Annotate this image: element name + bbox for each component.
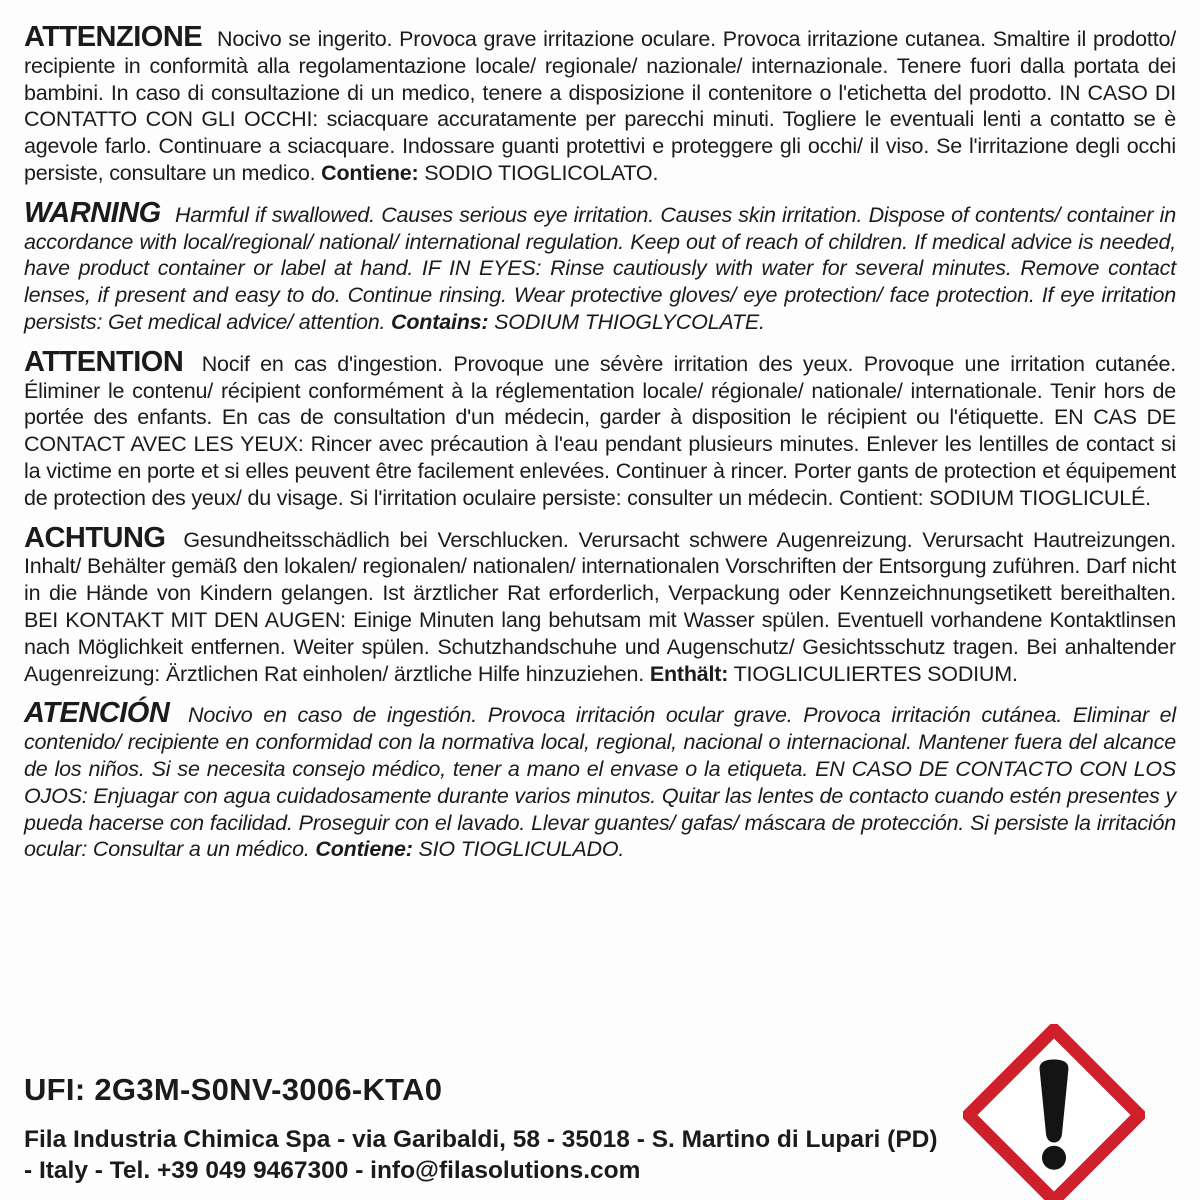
ufi-code: UFI: 2G3M-S0NV-3006-KTA0 xyxy=(24,1072,443,1107)
section-spanish xyxy=(24,697,1176,863)
contains-label-english: Contains: xyxy=(391,309,489,334)
section-heading-english: WARNING xyxy=(24,196,161,229)
section-body-german: Gesundheitsschädlich bei Verschlucken. Verursacht schwere Augenreizung. Verursacht Hautreizungen. Inhalt/ Behälter gemäß den lokalen/ regionalen/ nationalen/ internationalen Vorschriften der Entsorgung zuführen. Darf nicht in die Hände von Kindern gelangen. Ist ärztlicher Rat erforderlich, Verpackung oder Kennzeichnungsetikett bereithalten. BEI KONTAKT MIT DEN AUGEN: Einige Minuten lang behutsam mit Wasser spülen. Eventuell vorhandene Kontaktlinsen nach Möglichkeit entfernen. Weiter spülen. Schutzhandschuhe und Augenschutz/ Gesichtsschutz tragen. Bei anhaltender Augenreizung: Ärztlichen Rat einholen/ ärztliche Hilfe hinzuziehen. xyxy=(24,527,1176,686)
ghs-exclamation-mark-icon xyxy=(963,1024,1145,1200)
contains-label-spanish: Contiene: xyxy=(315,837,413,862)
section-english xyxy=(24,196,1176,336)
section-french xyxy=(24,345,1176,512)
manufacturer-address-line2: - Italy - Tel. +39 049 9467300 - info@filasolutions.com xyxy=(24,1157,641,1184)
section-body-english: Harmful if swallowed. Causes serious eye irritation. Causes skin irritation. Dispose of contents/ container in accordance with local/regional/ national/ international regulation. Keep out of reach of children. If medical advice is needed, have product container or label at hand. IF IN EYES: Rinse cautiously with water for several minutes. Remove contact lenses, if present and easy to do. Continue rinsing. Wear protective gloves/ eye protection/ face protection. If eye irritation persists: Get medical advice/ attention. xyxy=(24,202,1176,334)
contains-value-spanish: SIO TIOGLICULADO. xyxy=(418,837,625,862)
contains-value-french: SODIUM TIOGLICULÉ. xyxy=(929,485,1151,510)
section-heading-french: ATTENTION xyxy=(24,345,184,378)
manufacturer-address xyxy=(24,1124,1004,1186)
contains-label-italian: Contiene: xyxy=(321,160,419,185)
contains-label-french: Contient: xyxy=(839,485,924,510)
contains-value-german: TIOGLICULIERTES SODIUM. xyxy=(733,661,1018,686)
section-body-spanish: Nocivo en caso de ingestión. Provoca irritación ocular grave. Provoca irritación cutánea. Eliminar el contenido/ recipiente en conformidad con la normativa local, regional, nacional o internacional. Mantener fuera del alcance de los niños. Si se necesita consejo médico, tener a mano el envase o la etiqueta. EN CASO DE CONTACTO CON LOS OJOS: Enjuagar con agua cuidadosamente durante varios minutos. Quitar las lentes de contacto cuando estén presentes y pueda hacerse con facilidad. Proseguir con el lavado. Llevar guantes/ gafas/ máscara de protección. Si persiste la irritación ocular: Consultar a un médico. xyxy=(24,703,1176,862)
contains-value-english: SODIUM THIOGLYCOLATE. xyxy=(494,309,765,334)
contains-label-german: Enthält: xyxy=(649,661,729,686)
section-heading-italian: ATTENZIONE xyxy=(24,21,203,53)
section-body-french: Nocif en cas d'ingestion. Provoque une sévère irritation des yeux. Provoque une irritation cutanée. Éliminer le contenu/ récipient conformément à la réglementation locale/ régionale/ nationale/ internationale. Tenir hors de portée des enfants. En cas de consultation d'un médecin, garder à disposition le récipient ou l'étiquette. EN CAS DE CONTACT AVEC LES YEUX: Rincer avec précaution à l'eau pendant plusieurs minutes. Enlever les lentilles de contact si la victime en porte et si elles peuvent être facilement enlevées. Continuer à rincer. Porter gants de protection et équipement de protection des yeux/ du visage. Si l'irritation oculaire persiste: consulter un médecin. xyxy=(24,351,1176,510)
section-heading-german: ACHTUNG xyxy=(24,521,166,554)
section-heading-spanish: ATENCIÓN xyxy=(24,697,170,730)
contains-value-italian: SODIO TIOGLICOLATO. xyxy=(424,160,659,185)
section-body-italian: Nocivo se ingerito. Provoca grave irritazione oculare. Provoca irritazione cutanea. Smaltire il prodotto/ recipiente in conformità alla regolamentazione locale/ regionale/ nazionale/ internazionale. Tenere fuori dalla portata dei bambini. In caso di consultazione di un medico, tenere a disposizione il contenitore o l'etichetta del prodotto. IN CASO DI CONTATTO CON GLI OCCHI: sciacquare accuratamente per parecchi minuti. Togliere le eventuali lenti a contatto se è agevole farlo. Continuare a sciacquare. Indossare guanti protettivi e proteggere gli occhi/ il viso. Se l'irritazione degli occhi persiste, consultare un medico. xyxy=(24,27,1177,185)
section-german xyxy=(24,521,1176,688)
manufacturer-address-line1: Fila Industria Chimica Spa - via Garibaldi, 58 - 35018 - S. Martino di Lupari (PD) xyxy=(24,1126,938,1153)
section-italian xyxy=(24,21,1177,187)
